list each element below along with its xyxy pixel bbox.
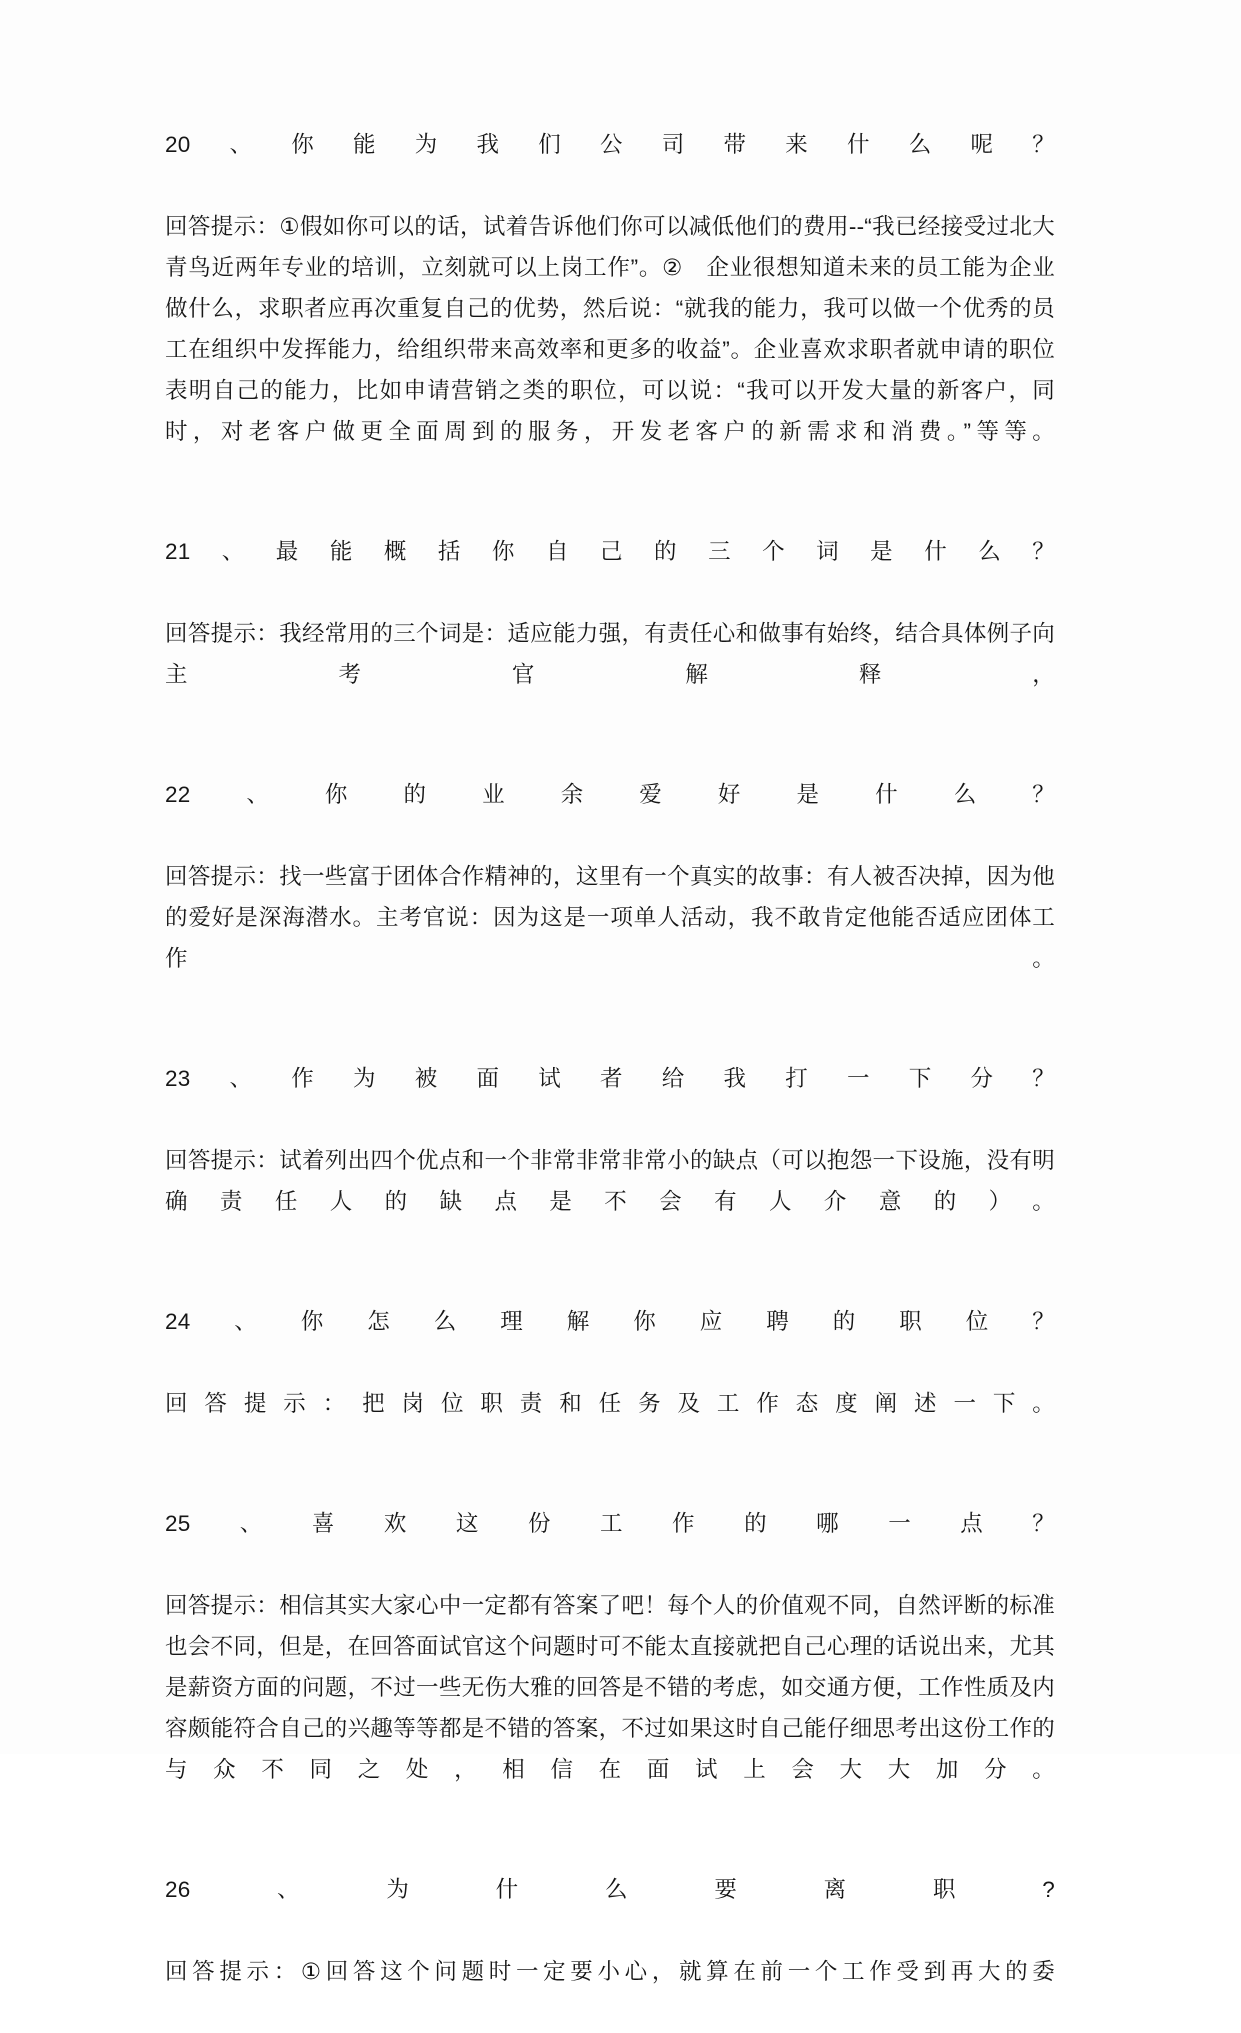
question-heading-21: 21、最能概括你自己的三个词是什么？ bbox=[165, 539, 1055, 564]
answer-paragraph-21: 回答提示：我经常用的三个词是：适应能力强，有责任心和做事有始终，结合具体例子向主考官解释， bbox=[165, 621, 1055, 687]
answer-paragraph-20: 回答提示：①假如你可以的话，试着告诉他们你可以减低他们的费用--“我已经接受过北大青鸟近两年专业的培训，立刻就可以上岗工作”。② 企业很想知道未来的员工能为企业做什么，求职者应再次重复自己的优势，然后说：“就我的能力，我可以做一个优秀的员工在组织中发挥能力，给组织带来高效率和更多的收益”。企业喜欢求职者就申请的职位表明自己的能力，比如申请营销之类的职位，可以说：“我可以开发大量的新客户，同时，对老客户做更全面周到的服务，开发老客户的新需求和消费。”等等。 bbox=[165, 214, 1055, 444]
question-heading-24: 24、你怎么理解你应聘的职位？ bbox=[165, 1309, 1055, 1334]
qa-block-23 bbox=[165, 1058, 1055, 1263]
qa-block-22 bbox=[165, 774, 1055, 1020]
question-heading-26: 26、为什么要离职? bbox=[165, 1877, 1055, 1902]
question-heading-23: 23、作为被面试者给我打一下分？ bbox=[165, 1066, 1055, 1091]
qa-block-25 bbox=[165, 1503, 1055, 1831]
answer-paragraph-25: 回答提示：相信其实大家心中一定都有答案了吧！每个人的价值观不同，自然评断的标准也会不同，但是，在回答面试官这个问题时可不能太直接就把自己心理的话说出来，尤其是薪资方面的问题，不过一些无伤大雅的回答是不错的考虑，如交通方便，工作性质及内容颇能符合自己的兴趣等等都是不错的答案，不过如果这时自己能仔细思考出这份工作的与众不同之处，相信在面试上会大大加分。 bbox=[165, 1593, 1055, 1782]
answer-paragraph-23: 回答提示：试着列出四个优点和一个非常非常非常小的缺点（可以抱怨一下设施，没有明确责任人的缺点是不会有人介意的）。 bbox=[165, 1148, 1055, 1214]
qa-block-26 bbox=[165, 1869, 1055, 2033]
qa-block-21 bbox=[165, 531, 1055, 736]
question-heading-20: 20、你能为我们公司带来什么呢？ bbox=[165, 132, 1055, 157]
answer-paragraph-22: 回答提示：找一些富于团体合作精神的，这里有一个真实的故事：有人被否决掉，因为他的爱好是深海潜水。主考官说：因为这是一项单人活动，我不敢肯定他能否适应团体工作。 bbox=[165, 864, 1055, 971]
answer-paragraph-26: 回答提示：①回答这个问题时一定要小心，就算在前一个工作受到再大的委 bbox=[165, 1959, 1055, 1984]
question-heading-22: 22、你的业余爱好是什么？ bbox=[165, 782, 1055, 807]
question-heading-25: 25、喜欢这份工作的哪一点？ bbox=[165, 1511, 1055, 1536]
document-text-body bbox=[165, 124, 1055, 2033]
qa-block-24 bbox=[165, 1301, 1055, 1465]
qa-block-20 bbox=[165, 124, 1055, 493]
answer-paragraph-24: 回答提示：把岗位职责和任务及工作态度阐述一下。 bbox=[165, 1391, 1055, 1416]
